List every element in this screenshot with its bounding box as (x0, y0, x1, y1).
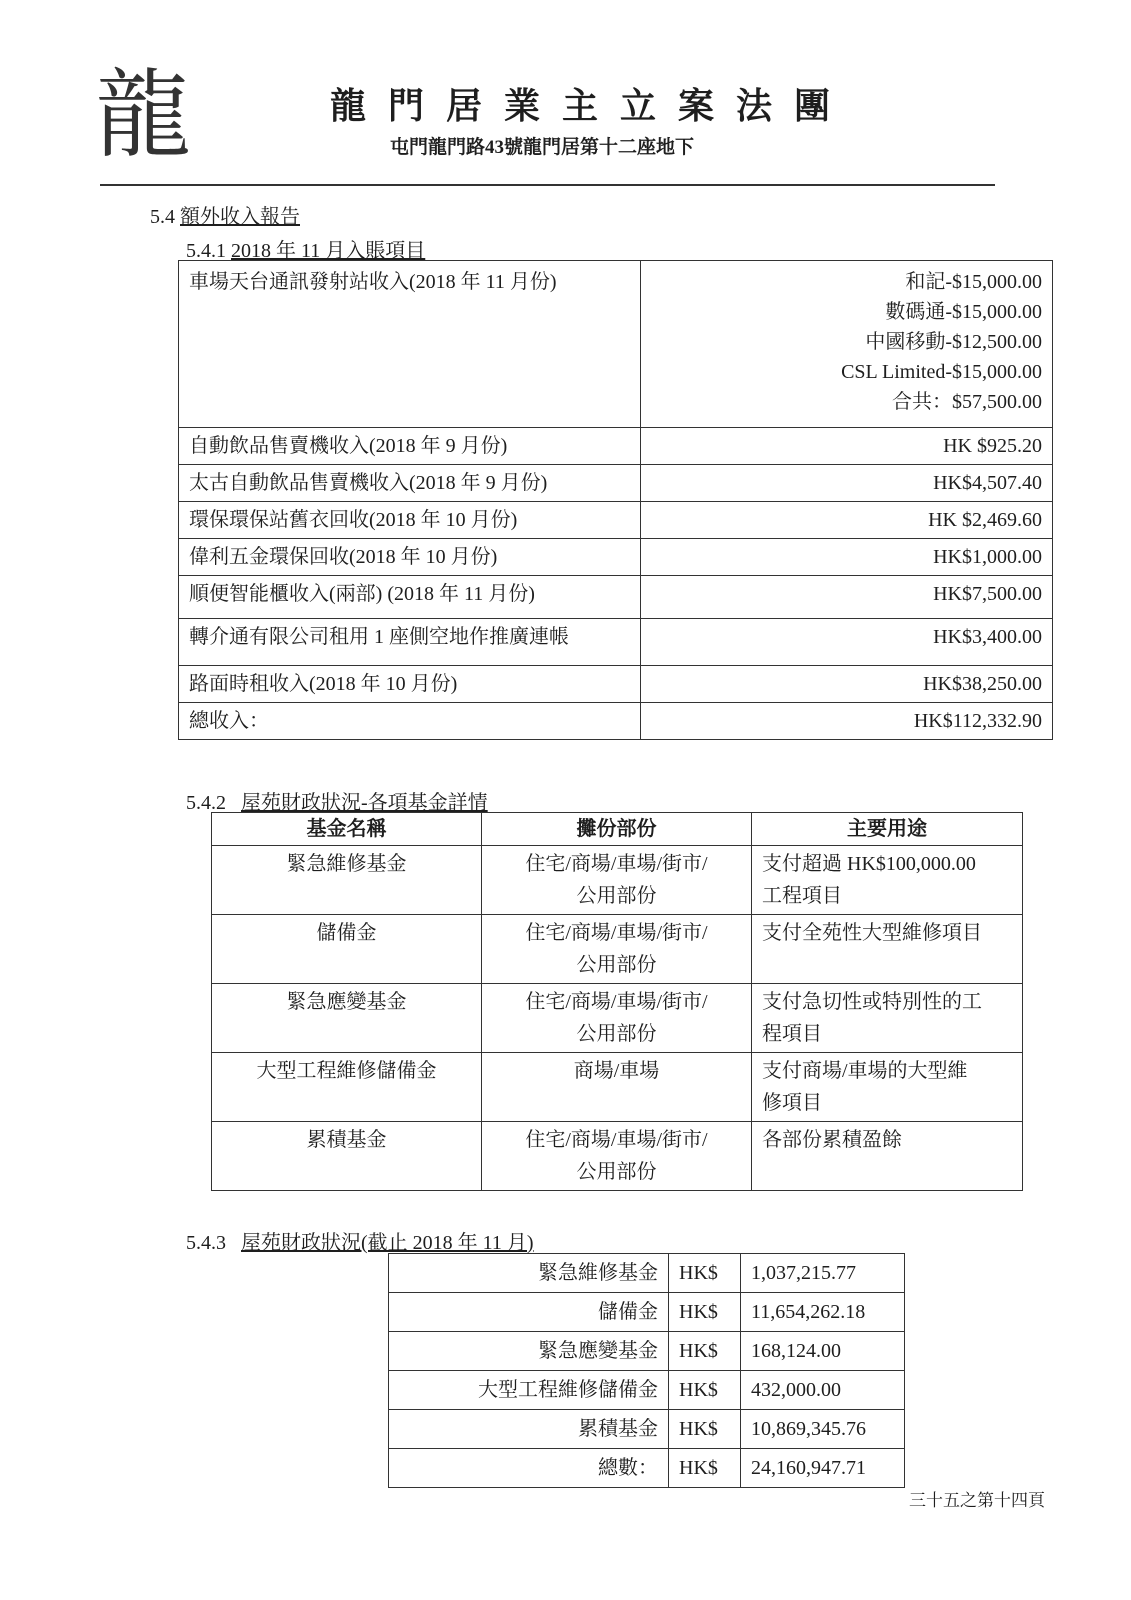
amount-total: 合共：$57,500.00 (892, 391, 1042, 413)
fund-amount: 11,654,262.18 (741, 1293, 905, 1332)
fund-amount: 10,869,345.76 (741, 1410, 905, 1449)
page-number: 三十五之第十四頁 (909, 1491, 1045, 1510)
fund-name: 累積基金 (389, 1410, 669, 1449)
fund-share: 住宅/商場/車場/街市/ 公用部份 (482, 846, 752, 915)
fund-name: 累積基金 (212, 1122, 482, 1191)
balance-table (388, 1253, 905, 1488)
total-label: 總數： (389, 1449, 669, 1488)
fund-use: 各部份累積盈餘 (752, 1122, 1023, 1191)
income-label: 自動飲品售賣機收入(2018 年 9 月份) (179, 428, 641, 465)
table-row (179, 465, 1053, 502)
org-name: 龍門居業主立案法團 (330, 86, 853, 126)
fund-name: 緊急應變基金 (212, 984, 482, 1053)
section-heading (150, 200, 300, 229)
fund-name: 儲備金 (212, 915, 482, 984)
amount-line: 和記-$15,000.00 (905, 271, 1042, 293)
fund-name: 儲備金 (389, 1293, 669, 1332)
income-amount: HK $925.20 (641, 428, 1053, 465)
fund-name: 緊急應變基金 (389, 1332, 669, 1371)
funds-num: 5.4.2 (186, 792, 226, 814)
column-header: 攤份部份 (482, 813, 752, 846)
fund-use: 支付超過 HK$100,000.00 工程項目 (752, 846, 1023, 915)
fund-name: 緊急維修基金 (389, 1254, 669, 1293)
table-row (389, 1449, 905, 1488)
currency: HK$ (669, 1410, 741, 1449)
income-label: 順便智能櫃收入(兩部) (2018 年 11 月份) (179, 576, 641, 619)
income-heading (186, 234, 425, 263)
header-divider (100, 184, 995, 186)
section-title: 額外收入報告 (180, 206, 300, 228)
total-amount: 24,160,947.71 (741, 1449, 905, 1488)
table-row (212, 1122, 1023, 1191)
fund-share: 住宅/商場/車場/街市/ 公用部份 (482, 1122, 752, 1191)
income-amount: HK$1,000.00 (641, 539, 1053, 576)
table-row (389, 1332, 905, 1371)
table-row (179, 502, 1053, 539)
fund-share: 住宅/商場/車場/街市/ 公用部份 (482, 915, 752, 984)
table-row (179, 576, 1053, 619)
fund-name: 大型工程維修儲備金 (389, 1371, 669, 1410)
fund-name: 大型工程維修儲備金 (212, 1053, 482, 1122)
fund-use: 支付商場/車場的大型維 修項目 (752, 1053, 1023, 1122)
table-row (389, 1293, 905, 1332)
balance-title: 屋苑財政狀況(截止 2018 年 11 月) (241, 1232, 534, 1254)
fund-amount: 1,037,215.77 (741, 1254, 905, 1293)
column-header: 主要用途 (752, 813, 1023, 846)
income-label: 太古自動飲品售賣機收入(2018 年 9 月份) (179, 465, 641, 502)
dragon-logo: 龍 (95, 59, 191, 171)
income-amount: HK$38,250.00 (641, 666, 1053, 703)
table-row (179, 261, 1053, 428)
table-row (179, 539, 1053, 576)
fund-name: 緊急維修基金 (212, 846, 482, 915)
fund-amount: 168,124.00 (741, 1332, 905, 1371)
table-row (212, 846, 1023, 915)
income-amount: HK$3,400.00 (641, 619, 1053, 666)
address: 屯門龍門路43號龍門居第十二座地下 (390, 137, 695, 158)
funds-table (211, 812, 1023, 1191)
fund-share: 商場/車場 (482, 1053, 752, 1122)
column-header: 基金名稱 (212, 813, 482, 846)
income-label: 環保環保站舊衣回收(2018 年 10 月份) (179, 502, 641, 539)
table-row (212, 1053, 1023, 1122)
fund-use: 支付全苑性大型維修項目 (752, 915, 1023, 984)
header-row (212, 813, 1023, 846)
table-row (179, 666, 1053, 703)
income-num: 5.4.1 (186, 240, 226, 262)
telecom-amounts (641, 261, 1053, 428)
income-label: 偉利五金環保回收(2018 年 10 月份) (179, 539, 641, 576)
income-amount: HK $2,469.60 (641, 502, 1053, 539)
table-row (389, 1371, 905, 1410)
income-table (178, 260, 1053, 740)
currency: HK$ (669, 1254, 741, 1293)
fund-share: 住宅/商場/車場/街市/ 公用部份 (482, 984, 752, 1053)
amount-line: 中國移動-$12,500.00 (865, 331, 1042, 353)
telecom-label: 車場天台通訊發射站收入(2018 年 11 月份) (179, 261, 641, 428)
income-label: 轉介通有限公司租用 1 座側空地作推廣連帳 (179, 619, 641, 666)
income-title: 2018 年 11 月入賬項目 (231, 240, 426, 262)
table-row (389, 1410, 905, 1449)
table-row (212, 915, 1023, 984)
total-amount: HK$112,332.90 (641, 703, 1053, 740)
balance-heading (186, 1226, 534, 1255)
currency: HK$ (669, 1449, 741, 1488)
fund-amount: 432,000.00 (741, 1371, 905, 1410)
currency: HK$ (669, 1332, 741, 1371)
funds-heading (186, 786, 488, 815)
funds-title: 屋苑財政狀況-各項基金詳情 (241, 792, 488, 814)
table-row (212, 984, 1023, 1053)
currency: HK$ (669, 1371, 741, 1410)
amount-line: 數碼通-$15,000.00 (885, 301, 1042, 323)
table-row (179, 703, 1053, 740)
table-row (389, 1254, 905, 1293)
income-amount: HK$4,507.40 (641, 465, 1053, 502)
amount-line: CSL Limited-$15,000.00 (841, 361, 1042, 383)
section-num: 5.4 (150, 206, 175, 228)
currency: HK$ (669, 1293, 741, 1332)
income-amount: HK$7,500.00 (641, 576, 1053, 619)
income-label: 路面時租收入(2018 年 10 月份) (179, 666, 641, 703)
total-label: 總收入： (179, 703, 641, 740)
fund-use: 支付急切性或特別性的工 程項目 (752, 984, 1023, 1053)
table-row (179, 619, 1053, 666)
balance-num: 5.4.3 (186, 1232, 226, 1254)
table-row (179, 428, 1053, 465)
